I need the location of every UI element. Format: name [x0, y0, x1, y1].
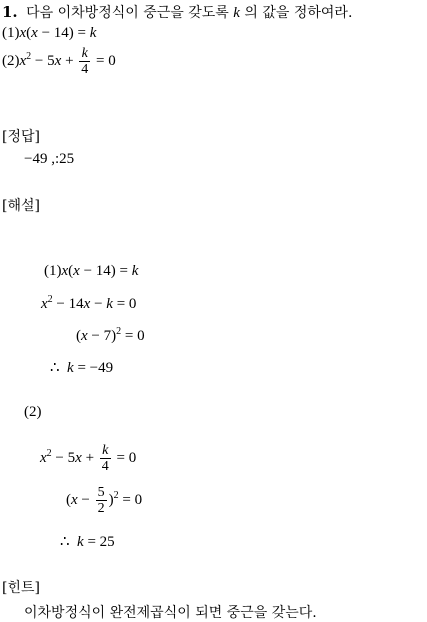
- solution-part2-label: (2): [24, 404, 42, 420]
- problem-var-k: k: [233, 5, 240, 21]
- problem-text-b: 의 값을 정하여라.: [244, 5, 353, 21]
- therefore-symbol: ∴: [50, 360, 60, 376]
- problem-part2-label: (2): [2, 52, 20, 69]
- problem-part1-label: (1): [2, 25, 20, 41]
- hint-heading: [힌트]: [2, 580, 40, 596]
- problem-header: [2, 2, 352, 22]
- fraction-5-over-2: $\frac{5}{2}$: [97, 485, 105, 516]
- therefore-symbol-2: ∴: [60, 534, 70, 550]
- problem-part2-equation: $(2)x^2 - 5x$ + $\frac{k}{4}$ = 0: [2, 46, 116, 77]
- problem-text-a: 다음 이차방정식이 중근을 갖도록: [26, 5, 229, 21]
- solution-line-3: $(x - 7)^2 = 0$: [76, 326, 145, 344]
- solution-line-6: (x − $\frac{5}{2}$ )$^2$ = 0: [66, 485, 143, 516]
- solution-line-2: $x^2 - 14x - k = 0$: [41, 294, 137, 312]
- solution-line-4: ∴ k = −49: [50, 360, 114, 376]
- answer-value: −49 ,:25: [24, 151, 75, 167]
- fraction-k-over-4: $\frac{k}{4}$: [81, 46, 89, 77]
- solution-line-5: $x^2 - 5x$ + $\frac{k}{4}$ = 0: [40, 443, 137, 474]
- fraction-k-over-4-solution: $\frac{k}{4}$: [101, 443, 109, 474]
- problem-part1-equation: (1)x(x − 14) = k: [2, 25, 97, 41]
- solution-heading: [해설]: [2, 198, 40, 214]
- solution-line-1: (1)x(x − 14) = k: [44, 263, 139, 279]
- answer-heading: [정답]: [2, 129, 40, 145]
- hint-text: 이차방정식이 완전제곱식이 되면 중근을 갖는다.: [24, 605, 317, 621]
- solution-line-7: ∴ k = 25: [60, 534, 115, 550]
- problem-number: 1.: [2, 3, 18, 21]
